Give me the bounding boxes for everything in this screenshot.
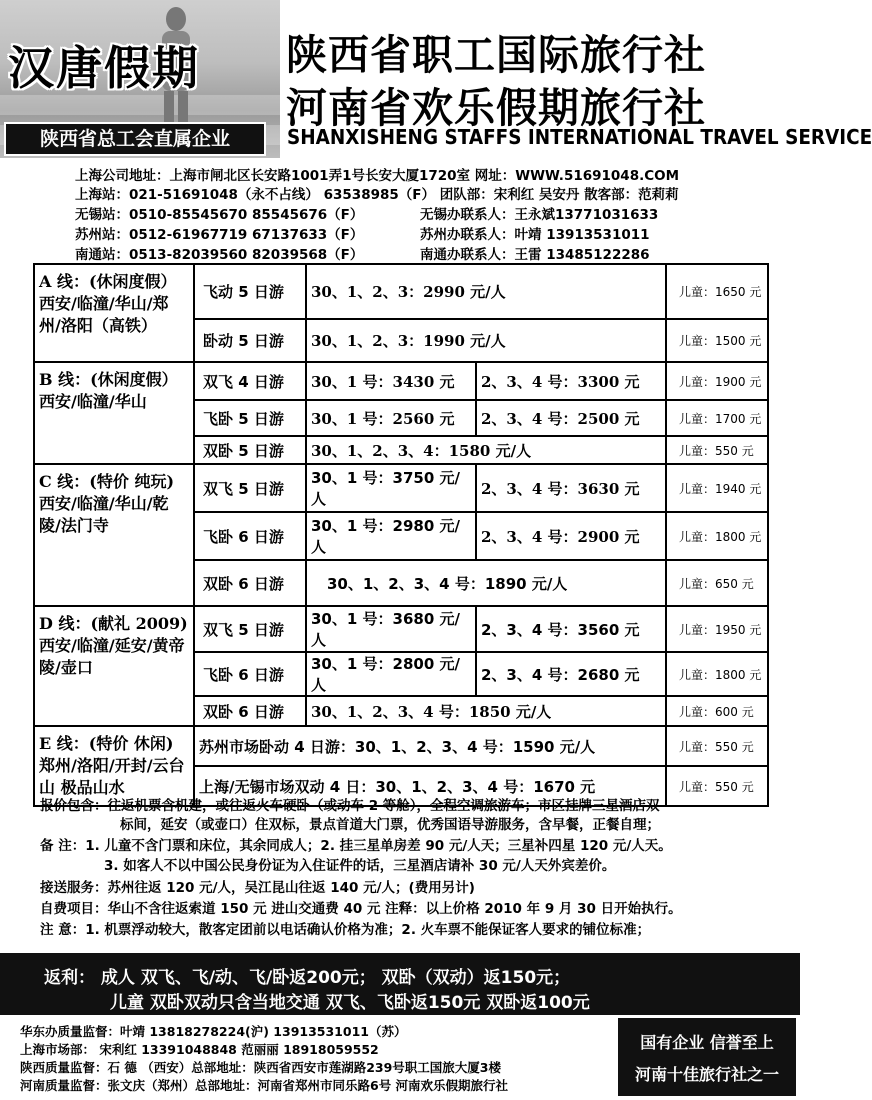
suzhou-contact: 苏州办联系人：叶靖 13913531011 [420, 227, 650, 243]
badge-line-2: 河南十佳旅行社之一 [634, 1065, 779, 1084]
rebate-adult: 返利： 成人 双飞、飞/动、飞/卧返200元； 双卧（双动）返150元； [44, 968, 571, 988]
tour-name: 飞卧 5 日游 [194, 400, 306, 436]
tour-name: 飞动 5 日游 [194, 264, 306, 319]
brand-subtitle: 陕西省总工会直属企业 [4, 122, 266, 156]
note-attention: 注 意：1. 机票浮动较大，散客定团前以电话确认价格为准；2. 火车票不能保证客人要求的铺位标准； [40, 922, 651, 938]
child-price: 儿童：1950 元 [666, 606, 768, 652]
header [0, 0, 872, 158]
route-b-title: B 线：(休闲度假） [39, 370, 178, 389]
wuxi-station: 无锡站：0510-85545670 85545676（F） [75, 207, 364, 223]
tour-name: 飞卧 6 日游 [194, 652, 306, 696]
note-transfer: 接送服务：苏州往返 120 元/人，吴江昆山往返 140 元/人；(费用另计) [40, 880, 475, 896]
child-price: 儿童：550 元 [666, 436, 768, 464]
route-a-desc: 西安/临潼/华山/郑州/洛阳（高铁） [39, 294, 169, 335]
route-a-title: A 线：(休闲度假） [39, 272, 177, 291]
tour-price: 30、1、2、3、4 号：1850 元/人 [306, 696, 666, 726]
note-price-includes-cont: 标间，延安（或壶口）住双标，景点首道大门票，优秀国语导游服务，含早餐，正餐自理； [120, 817, 660, 833]
nantong-contact: 南通办联系人：王雷 13485122286 [420, 247, 650, 263]
route-d-row-1 [34, 606, 768, 652]
child-price: 儿童：650 元 [666, 560, 768, 606]
route-b-cell [34, 362, 194, 464]
rebate-bar [0, 953, 800, 1015]
route-a-cell [34, 264, 194, 362]
route-a-row-1 [34, 264, 768, 319]
route-d-desc: 西安/临潼/延安/黄帝陵/壶口 [39, 636, 185, 677]
note-remarks: 备 注：1. 儿童不含门票和床位，其余同成人；2. 挂三星单房差 90 元/人天；三星补四星 120 元/人天。 [40, 838, 672, 854]
footer-shaanxi-supervisor: 陕西质量监督：石 德 （西安）总部地址：陕西省西安市莲湖路239号职工国旅大厦3楼 [20, 1060, 501, 1075]
child-price: 儿童：1900 元 [666, 362, 768, 400]
route-b-row-1 [34, 362, 768, 400]
tour-name: 双飞 5 日游 [194, 606, 306, 652]
route-c-cell [34, 464, 194, 606]
tour-name: 卧动 5 日游 [194, 319, 306, 362]
route-e-desc: 郑州/洛阳/开封/云台山 极品山水 [39, 756, 185, 797]
tour-price: 30、1、2、3、4：1580 元/人 [306, 436, 666, 464]
suzhou-station: 苏州站：0512-61967719 67137633（F） [75, 227, 364, 243]
tour-price: 30、1、2、3、4 号：1890 元/人 [306, 560, 666, 606]
child-price: 儿童：600 元 [666, 696, 768, 726]
tour-price: 2、3、4 号：2900 元 [476, 512, 666, 560]
shanghai-address: 上海公司地址：上海市闸北区长安路1001弄1号长安大厦1720室 网址：WWW.51691048.COM [75, 168, 680, 184]
company-name-henan: 河南省欢乐假期旅行社 [286, 84, 706, 132]
company-name-shaanxi: 陕西省职工国际旅行社 [286, 31, 706, 79]
tour-price: 30、1 号：2800 元/人 [306, 652, 476, 696]
rebate-child: 儿童 双卧双动只含当地交通 双飞、飞卧返150元 双卧返100元 [110, 993, 590, 1013]
price-table [33, 263, 767, 807]
tour-name: 双飞 4 日游 [194, 362, 306, 400]
tour-price: 2、3、4 号：3300 元 [476, 362, 666, 400]
tour-price: 30、1 号：3430 元 [306, 362, 476, 400]
child-price: 儿童：550 元 [666, 726, 768, 766]
child-price: 儿童：1940 元 [666, 464, 768, 512]
footer-east-china-supervisor: 华东办质量监督：叶靖 13818278224(沪) 13913531011（苏） [20, 1024, 407, 1039]
tour-price: 30、1 号：3680 元/人 [306, 606, 476, 652]
tour-price: 2、3、4 号：3560 元 [476, 606, 666, 652]
tour-price: 苏州市场卧动 4 日游：30、1、2、3、4 号：1590 元/人 [194, 726, 666, 766]
child-price: 儿童：550 元 [666, 766, 768, 806]
tour-price: 2、3、4 号：3630 元 [476, 464, 666, 512]
tour-price: 2、3、4 号：2500 元 [476, 400, 666, 436]
tour-price: 30、1、2、3：1990 元/人 [306, 319, 666, 362]
route-d-cell [34, 606, 194, 726]
tour-name: 双卧 6 日游 [194, 696, 306, 726]
route-c-desc: 西安/临潼/华山/乾陵/法门寺 [39, 494, 169, 535]
tour-price: 30、1、2、3：2990 元/人 [306, 264, 666, 319]
tour-price: 2、3、4 号：2680 元 [476, 652, 666, 696]
tour-price: 30、1 号：2560 元 [306, 400, 476, 436]
child-price: 儿童：1500 元 [666, 319, 768, 362]
wuxi-contact: 无锡办联系人：王永斌13771031633 [420, 207, 659, 223]
footer-badge [618, 1018, 796, 1096]
route-c-title: C 线：(特价 纯玩) [39, 472, 175, 491]
footer-shanghai-market: 上海市场部： 宋利红 13391048848 范丽丽 18918059552 [20, 1042, 379, 1057]
tour-name: 双卧 6 日游 [194, 560, 306, 606]
footer-henan-supervisor: 河南质量监督：张文庆（郑州）总部地址：河南省郑州市同乐路6号 河南欢乐假期旅行社 [20, 1078, 509, 1093]
route-e-row-1 [34, 726, 768, 766]
tour-price: 30、1 号：3750 元/人 [306, 464, 476, 512]
note-price-includes: 报价包含：往返机票含机建，或往返火车硬卧（或动车 2 等舱），全程空调旅游车；市区挂牌三星酒店双 [40, 798, 660, 814]
badge-line-1: 国有企业 信誉至上 [640, 1033, 774, 1052]
tour-name: 双飞 5 日游 [194, 464, 306, 512]
child-price: 儿童：1650 元 [666, 264, 768, 319]
route-e-title: E 线：(特价 休闲) [39, 734, 174, 753]
route-b-desc: 西安/临潼/华山 [39, 392, 147, 411]
route-c-row-1 [34, 464, 768, 512]
child-price: 儿童：1800 元 [666, 652, 768, 696]
child-price: 儿童：1800 元 [666, 512, 768, 560]
brand-logo-text: 汉唐假期 [8, 41, 200, 95]
child-price: 儿童：1700 元 [666, 400, 768, 436]
route-d-title: D 线：(献礼 2009) [39, 614, 188, 633]
note-remarks-cont: 3. 如客人不以中国公民身份证为入住证件的话，三星酒店请补 30 元/人天外宾差价。 [104, 858, 616, 874]
tour-price: 30、1 号：2980 元/人 [306, 512, 476, 560]
nantong-station: 南通站：0513-82039560 82039568（F） [75, 247, 364, 263]
shanghai-station: 上海站：021-51691048（永不占线） 63538985（F） 团队部：宋利红 吴安丹 散客部：范莉莉 [75, 187, 679, 203]
tour-name: 双卧 5 日游 [194, 436, 306, 464]
company-name-english: SHANXISHENG STAFFS INTERNATIONAL TRAVEL SERVICE [287, 125, 872, 149]
note-self-paid: 自费项目：华山不含往返索道 150 元 进山交通费 40 元 注释：以上价格 2010 年 9 月 30 日开始执行。 [40, 901, 682, 917]
tour-price: 上海/无锡市场双动 4 日：30、1、2、3、4 号：1670 元 [194, 766, 666, 806]
tour-name: 飞卧 6 日游 [194, 512, 306, 560]
